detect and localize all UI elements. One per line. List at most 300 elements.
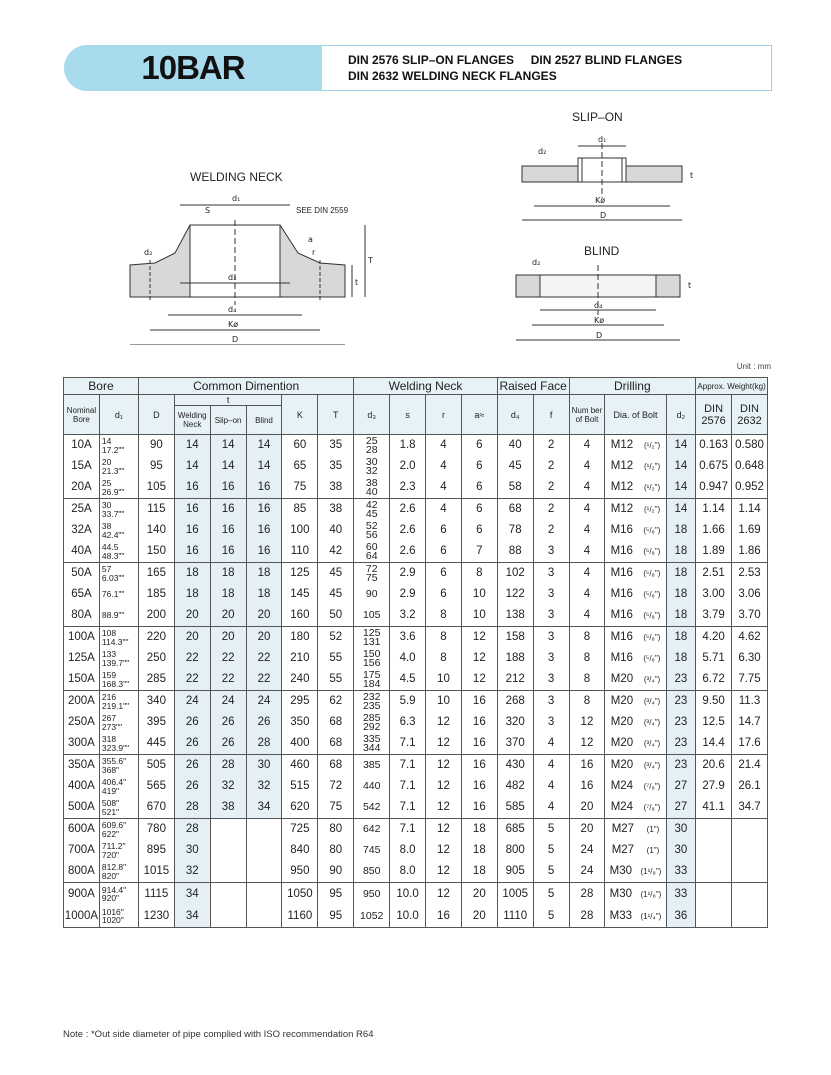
- D-value: 115: [147, 503, 166, 515]
- cell-d3: [354, 883, 390, 928]
- col-t-welding: Welding Neck: [174, 406, 210, 435]
- cell-w2: [732, 691, 768, 755]
- bolt-inch: (⁵/₈"): [643, 569, 661, 578]
- n-value: 16: [580, 780, 594, 792]
- T-value: 68: [329, 737, 343, 749]
- cell-tw: [174, 499, 210, 563]
- bore-value: 200A: [68, 695, 95, 707]
- T-value: 42: [329, 545, 343, 557]
- cell-ts: [210, 499, 246, 563]
- cell-d1: [99, 691, 138, 755]
- cell-K: [282, 627, 318, 691]
- cell-r: [426, 563, 462, 627]
- T-value: 68: [329, 759, 343, 771]
- D-value: 1230: [143, 909, 170, 922]
- svg-text:d₂: d₂: [144, 248, 153, 257]
- d2-value: 23: [674, 737, 688, 749]
- svg-text:d₄: d₄: [594, 301, 603, 310]
- T-value: 38: [329, 503, 343, 515]
- w2-value: 1.86: [738, 545, 761, 557]
- bore-value: 65A: [71, 588, 92, 600]
- cell-tw: [174, 755, 210, 819]
- d4-value: 102: [505, 567, 525, 579]
- bore-value: 700A: [68, 844, 95, 856]
- bolt-inch: (¹/₂"): [644, 462, 661, 471]
- ts-value: 18: [221, 588, 235, 600]
- cell-d1: [99, 819, 138, 883]
- n-value: 12: [580, 716, 594, 728]
- cell-w1: [696, 819, 732, 883]
- bolt-size: M20: [610, 759, 634, 771]
- d2-value: 18: [674, 567, 688, 579]
- D-value: 200: [146, 609, 166, 621]
- d4-value: 78: [508, 524, 522, 536]
- r-value: 12: [437, 823, 450, 835]
- tb-value: [247, 907, 282, 926]
- tw-value: 34: [185, 887, 199, 900]
- cell-s: [390, 819, 426, 883]
- tw-value: 34: [185, 909, 199, 922]
- tb-value: 28: [257, 737, 271, 749]
- K-value: 65: [293, 460, 307, 472]
- d1-value: 216: [101, 692, 117, 702]
- d1-value: 914.4": [101, 884, 127, 895]
- d2-value: 18: [674, 588, 688, 600]
- s-value: 7.1: [399, 801, 416, 813]
- r-value: 6: [440, 524, 447, 536]
- table-row-group: [64, 627, 768, 691]
- n-value: 20: [580, 823, 594, 835]
- d3-value: 745: [362, 844, 381, 856]
- col-t-slip-on: Slip–on: [210, 406, 246, 435]
- tw-value: 26: [185, 716, 199, 728]
- spec-table: [63, 377, 768, 928]
- f-value: 3: [547, 716, 555, 728]
- d1-value: 820": [101, 870, 120, 881]
- bore-value: 100A: [68, 631, 95, 643]
- d4-value: 1005: [502, 887, 528, 900]
- w1-value: 4.20: [702, 631, 725, 643]
- T-value: 35: [329, 460, 343, 472]
- cell-w2: [732, 627, 768, 691]
- d1-value: 159: [101, 670, 117, 680]
- T-value: 72: [329, 780, 343, 792]
- d3-value: 75: [365, 571, 378, 584]
- D-value: 95: [149, 460, 163, 472]
- svg-text:d₂: d₂: [532, 258, 541, 267]
- T-value: 68: [329, 716, 343, 728]
- D-value: 90: [149, 439, 163, 451]
- bolt-inch: (¹/₂"): [644, 483, 661, 492]
- K-value: 210: [290, 652, 310, 664]
- cell-r: [426, 691, 462, 755]
- r-value: 4: [440, 439, 447, 451]
- welding-neck-label: WELDING NECK: [190, 170, 283, 184]
- a-value: 10: [472, 609, 486, 621]
- cell-f: [533, 883, 569, 928]
- f-value: 2: [547, 460, 555, 472]
- w1-value: 14.4: [702, 737, 725, 749]
- D-value: 780: [146, 823, 166, 835]
- table-row-group: [64, 883, 768, 928]
- D-value: 150: [146, 545, 166, 557]
- cell-K: [282, 499, 318, 563]
- bore-value: 20A: [71, 481, 92, 493]
- w1-value: 27.9: [702, 780, 725, 792]
- cell-r: [426, 883, 462, 928]
- s-value: 2.3: [399, 481, 416, 493]
- d3-value: 642: [362, 823, 381, 835]
- n-value: 4: [583, 609, 591, 621]
- bolt-inch: (1"): [646, 846, 660, 855]
- table-row-group: [64, 563, 768, 627]
- cell-tb: [246, 691, 282, 755]
- s-value: 10.0: [396, 887, 419, 900]
- r-value: 6: [440, 567, 447, 579]
- w1-value: 20.6: [702, 759, 725, 771]
- col-a: a≈: [461, 395, 497, 435]
- d3-value: 156: [362, 656, 381, 669]
- cell-T: [318, 627, 354, 691]
- a-value: 18: [472, 865, 486, 877]
- T-value: 45: [329, 567, 343, 579]
- d1-value: 168.3"": [101, 678, 130, 689]
- r-value: 4: [440, 481, 447, 493]
- d1-value: 21.3"": [101, 465, 125, 476]
- ts-value: 28: [221, 759, 235, 771]
- cell-D: [138, 691, 174, 755]
- cell-D: [138, 883, 174, 928]
- cell-ts: [210, 819, 246, 883]
- cell-f: [533, 563, 569, 627]
- K-value: 100: [290, 524, 310, 536]
- tw-value: 26: [185, 737, 199, 749]
- n-value: 8: [583, 695, 591, 707]
- tb-value: [247, 862, 282, 881]
- r-value: 12: [437, 801, 450, 813]
- s-value: 2.6: [399, 503, 416, 515]
- cell-w1: [696, 627, 732, 691]
- svg-text:d₁: d₁: [232, 194, 241, 203]
- w1-value: 1.89: [702, 545, 725, 557]
- d3-value: 28: [365, 443, 378, 456]
- s-value: 4.0: [399, 652, 416, 664]
- tb-value: 16: [257, 545, 271, 557]
- T-value: 35: [329, 439, 343, 451]
- f-value: 4: [547, 801, 555, 813]
- d2-value: 23: [674, 695, 688, 707]
- bore-value: 40A: [71, 545, 92, 557]
- bore-value: 32A: [71, 524, 92, 536]
- cell-d2: [666, 499, 696, 563]
- cell-f: [533, 755, 569, 819]
- w2-value: 6.30: [738, 652, 761, 664]
- f-value: 3: [547, 567, 555, 579]
- see-din-label: SEE DIN 2559: [296, 206, 349, 215]
- bore-value: 300A: [68, 737, 95, 749]
- bore-value: 500A: [68, 801, 95, 813]
- bolt-size: M20: [610, 737, 634, 749]
- w2-value: 21.4: [738, 759, 761, 771]
- bore-value: 125A: [68, 652, 95, 664]
- n-value: 24: [580, 844, 594, 856]
- bore-value: 25A: [71, 503, 92, 515]
- blind-label: BLIND: [584, 244, 620, 258]
- s-value: 8.0: [399, 865, 416, 877]
- r-value: 4: [440, 503, 447, 515]
- cell-r: [426, 819, 462, 883]
- bore-value: 80A: [71, 609, 92, 621]
- cell-n: [569, 755, 605, 819]
- tb-value: [247, 820, 282, 839]
- a-value: 6: [476, 460, 483, 472]
- tb-value: 22: [257, 652, 271, 664]
- bolt-size: M30: [609, 865, 633, 877]
- cell-w1: [696, 499, 732, 563]
- ts-value: 22: [221, 673, 235, 685]
- cell-bore: [64, 691, 100, 755]
- svg-text:d₄: d₄: [228, 305, 237, 314]
- r-value: 12: [437, 887, 450, 900]
- n-value: 12: [580, 737, 594, 749]
- ts-value: 22: [221, 652, 235, 664]
- T-value: 95: [329, 909, 343, 922]
- d4-value: 122: [505, 588, 525, 600]
- bore-value: 150A: [68, 673, 95, 685]
- d2-value: 14: [674, 503, 688, 515]
- bore-value: 800A: [68, 865, 95, 877]
- a-value: 12: [472, 673, 486, 685]
- tw-value: 22: [185, 673, 199, 685]
- d2-value: 36: [674, 909, 688, 922]
- r-value: 4: [440, 460, 447, 472]
- a-value: 20: [472, 909, 486, 922]
- w2-value: [732, 885, 767, 904]
- ts-value: 26: [221, 716, 235, 728]
- d2-value: 14: [674, 460, 688, 472]
- tw-value: 32: [185, 865, 199, 877]
- cell-tb: [246, 819, 282, 883]
- T-value: 95: [329, 887, 343, 900]
- svg-text:r: r: [312, 248, 316, 257]
- bolt-inch: (⁵/₈"): [643, 611, 661, 620]
- K-value: 145: [290, 588, 310, 600]
- table-row-group: [64, 499, 768, 563]
- r-value: 8: [440, 631, 447, 643]
- n-value: 8: [583, 631, 591, 643]
- cell-d3: [354, 499, 390, 563]
- d3-value: 52: [365, 519, 378, 532]
- D-value: 395: [146, 716, 166, 728]
- cell-tw: [174, 691, 210, 755]
- cell-bore: [64, 819, 100, 883]
- table-row-group: [64, 435, 768, 499]
- col-group-common: Common Dimention: [138, 378, 353, 395]
- cell-d1: [99, 755, 138, 819]
- K-value: 620: [290, 801, 310, 813]
- cell-s: [390, 883, 426, 928]
- f-value: 5: [547, 844, 555, 856]
- cell-n: [569, 563, 605, 627]
- cell-w1: [696, 755, 732, 819]
- bolt-inch: (⁵/₈"): [643, 633, 661, 642]
- cell-d1: [99, 627, 138, 691]
- d3-value: 90: [365, 588, 378, 600]
- w2-value: 1.14: [738, 503, 761, 515]
- a-value: 16: [472, 716, 486, 728]
- d4-value: 370: [505, 737, 525, 749]
- tw-value: 14: [185, 460, 199, 472]
- K-value: 350: [290, 716, 310, 728]
- n-value: 28: [580, 909, 594, 922]
- bolt-inch: (1¹/₈"): [640, 867, 662, 876]
- s-value: 7.1: [399, 737, 416, 749]
- d3-value: 344: [362, 741, 381, 754]
- cell-s: [390, 563, 426, 627]
- D-value: 895: [146, 844, 166, 856]
- d4-value: 800: [505, 844, 525, 856]
- d3-value: 38: [365, 476, 378, 489]
- bolt-size: M20: [610, 695, 634, 707]
- tb-value: 24: [257, 695, 271, 707]
- blind-drawing: [510, 255, 710, 350]
- K-value: 840: [290, 844, 310, 856]
- s-value: 2.9: [399, 567, 416, 579]
- d3-value: 285: [362, 711, 381, 724]
- d2-value: 18: [674, 609, 688, 621]
- cell-bolt: [605, 563, 666, 627]
- T-value: 52: [329, 631, 343, 643]
- cell-a: [461, 499, 497, 563]
- col-group-drilling: Drilling: [569, 378, 696, 395]
- cell-w2: [732, 883, 768, 928]
- d3-value: 950: [362, 887, 381, 900]
- D-value: 165: [146, 567, 166, 579]
- d1-value: 20: [101, 457, 112, 467]
- d3-value: 131: [362, 635, 381, 648]
- bore-value: 350A: [68, 759, 95, 771]
- f-value: 2: [547, 439, 555, 451]
- cell-bore: [64, 755, 100, 819]
- d1-value: 76.1"": [101, 589, 125, 600]
- d4-value: 68: [508, 503, 522, 515]
- cell-ts: [210, 883, 246, 928]
- d1-value: 133: [101, 649, 117, 659]
- d3-value: 184: [362, 677, 381, 690]
- col-d3: d₃: [354, 395, 390, 435]
- w1-value: 0.947: [699, 481, 728, 493]
- ts-value: 18: [221, 567, 235, 579]
- w1-value: 5.71: [702, 652, 725, 664]
- tb-value: 32: [257, 780, 271, 792]
- d1-value: 25: [101, 478, 112, 488]
- s-value: 2.6: [399, 545, 416, 557]
- K-value: 460: [290, 759, 310, 771]
- cell-a: [461, 435, 497, 499]
- d4-value: 685: [505, 823, 525, 835]
- cell-n: [569, 691, 605, 755]
- bolt-inch: (³/₄"): [643, 697, 661, 706]
- K-value: 295: [290, 695, 310, 707]
- tb-value: 18: [257, 567, 271, 579]
- cell-T: [318, 691, 354, 755]
- bolt-size: M16: [610, 567, 633, 579]
- w1-value: 6.72: [702, 673, 725, 685]
- unit-label: Unit : mm: [736, 362, 771, 371]
- w2-value: 11.3: [738, 695, 761, 707]
- d1-value: 318: [101, 734, 117, 744]
- cell-bore: [64, 883, 100, 928]
- f-value: 3: [547, 695, 555, 707]
- d1-value: 406.4": [101, 777, 127, 787]
- tw-value: 18: [185, 567, 199, 579]
- n-value: 28: [580, 887, 594, 900]
- svg-text:d₁: d₁: [598, 135, 607, 144]
- table-row-group: [64, 819, 768, 883]
- cell-bolt: [605, 819, 666, 883]
- K-value: 60: [293, 439, 307, 451]
- w2-value: 17.6: [738, 737, 761, 749]
- cell-d3: [354, 563, 390, 627]
- d3-value: 30: [365, 455, 378, 468]
- cell-d2: [666, 883, 696, 928]
- cell-D: [138, 627, 174, 691]
- tb-value: 30: [257, 759, 271, 771]
- s-value: 5.9: [399, 695, 416, 707]
- svg-text:Kø: Kø: [594, 316, 605, 325]
- w2-value: 0.952: [735, 481, 764, 493]
- d4-value: 88: [508, 545, 522, 557]
- cell-f: [533, 819, 569, 883]
- d3-value: 850: [362, 865, 381, 877]
- bolt-size: M27: [611, 844, 635, 856]
- K-value: 1050: [287, 887, 313, 900]
- s-value: 1.8: [399, 439, 416, 451]
- cell-d1: [99, 435, 138, 499]
- r-value: 12: [437, 865, 450, 877]
- col-K: K: [282, 395, 318, 435]
- cell-d3: [354, 819, 390, 883]
- cell-s: [390, 627, 426, 691]
- cell-T: [318, 883, 354, 928]
- D-value: 140: [146, 524, 166, 536]
- n-value: 4: [583, 481, 591, 493]
- cell-bolt: [605, 883, 666, 928]
- d1-value: 508": [101, 798, 120, 808]
- d1-value: 720": [101, 849, 120, 860]
- w1-value: 3.00: [702, 588, 725, 600]
- d1-value: 42.4"": [101, 529, 125, 540]
- cell-K: [282, 755, 318, 819]
- a-value: 18: [472, 823, 486, 835]
- w2-value: [732, 907, 767, 926]
- n-value: 4: [583, 524, 591, 536]
- d3-value: 64: [365, 549, 378, 562]
- cell-tb: [246, 435, 282, 499]
- d4-value: 430: [505, 759, 525, 771]
- tb-value: 14: [257, 439, 271, 451]
- tb-value: 18: [257, 588, 271, 600]
- K-value: 515: [290, 780, 310, 792]
- bolt-size: M33: [609, 909, 633, 922]
- svg-text:Kø: Kø: [595, 196, 606, 205]
- s-value: 7.1: [399, 780, 416, 792]
- d4-value: 1110: [503, 909, 528, 922]
- d3-value: 175: [362, 668, 381, 681]
- bolt-inch: (⁵/₈"): [643, 547, 661, 556]
- col-nominal-bore: Nominal Bore: [64, 395, 100, 435]
- d1-value: 812.8": [101, 862, 127, 872]
